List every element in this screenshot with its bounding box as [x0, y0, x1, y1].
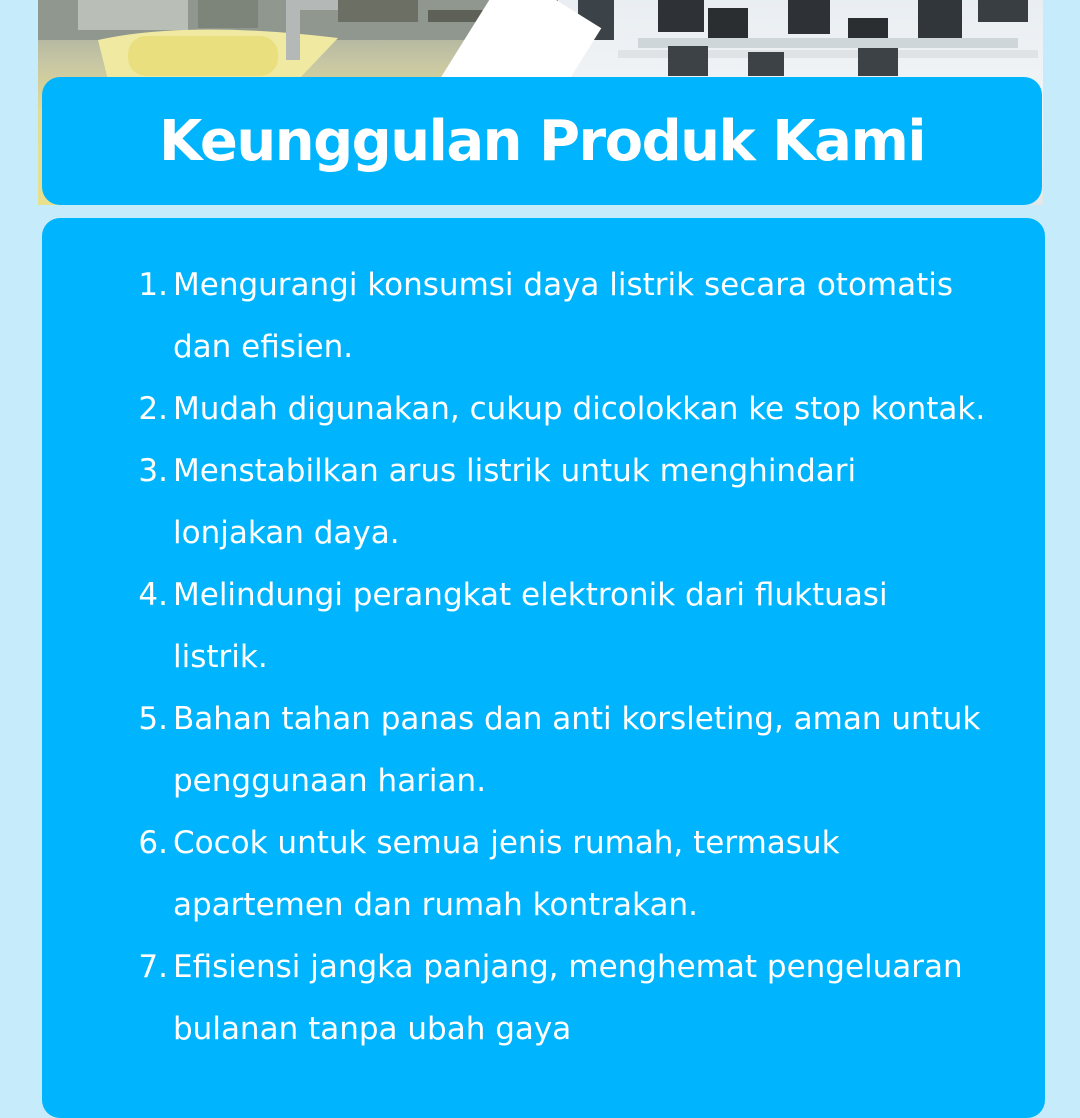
- benefit-text: Menstabilkan arus listrik untuk menghindari lonjakan daya.: [173, 453, 857, 551]
- benefit-number: 7.: [138, 949, 168, 985]
- benefit-item: [130, 564, 990, 688]
- benefit-item: [130, 254, 990, 378]
- benefit-number: 3.: [138, 453, 168, 489]
- benefit-item: [130, 688, 990, 812]
- benefit-text: Bahan tahan panas dan anti korsleting, aman untuk penggunaan harian.: [173, 701, 981, 799]
- title-banner: [42, 77, 1042, 205]
- benefit-item: [130, 812, 990, 936]
- benefit-number: 5.: [138, 701, 168, 737]
- benefit-number: 4.: [138, 577, 168, 613]
- page-title: Keunggulan Produk Kami: [158, 108, 926, 174]
- benefit-item: [130, 936, 990, 1060]
- benefit-text: Mengurangi konsumsi daya listrik secara otomatis dan efisien.: [173, 267, 954, 365]
- benefit-number: 1.: [138, 267, 168, 303]
- benefit-text: Melindungi perangkat elektronik dari fluktuasi listrik.: [173, 577, 888, 675]
- benefits-list: [130, 254, 990, 1060]
- benefits-card: [42, 218, 1045, 1118]
- benefit-item: [130, 440, 990, 564]
- benefit-text: Mudah digunakan, cukup dicolokkan ke stop kontak.: [173, 391, 986, 427]
- benefit-text: Cocok untuk semua jenis rumah, termasuk apartemen dan rumah kontrakan.: [173, 825, 840, 923]
- benefit-number: 2.: [138, 391, 168, 427]
- benefit-number: 6.: [138, 825, 168, 861]
- benefit-item: [130, 378, 990, 440]
- benefit-text: Efisiensi jangka panjang, menghemat pengeluaran bulanan tanpa ubah gaya: [173, 949, 963, 1047]
